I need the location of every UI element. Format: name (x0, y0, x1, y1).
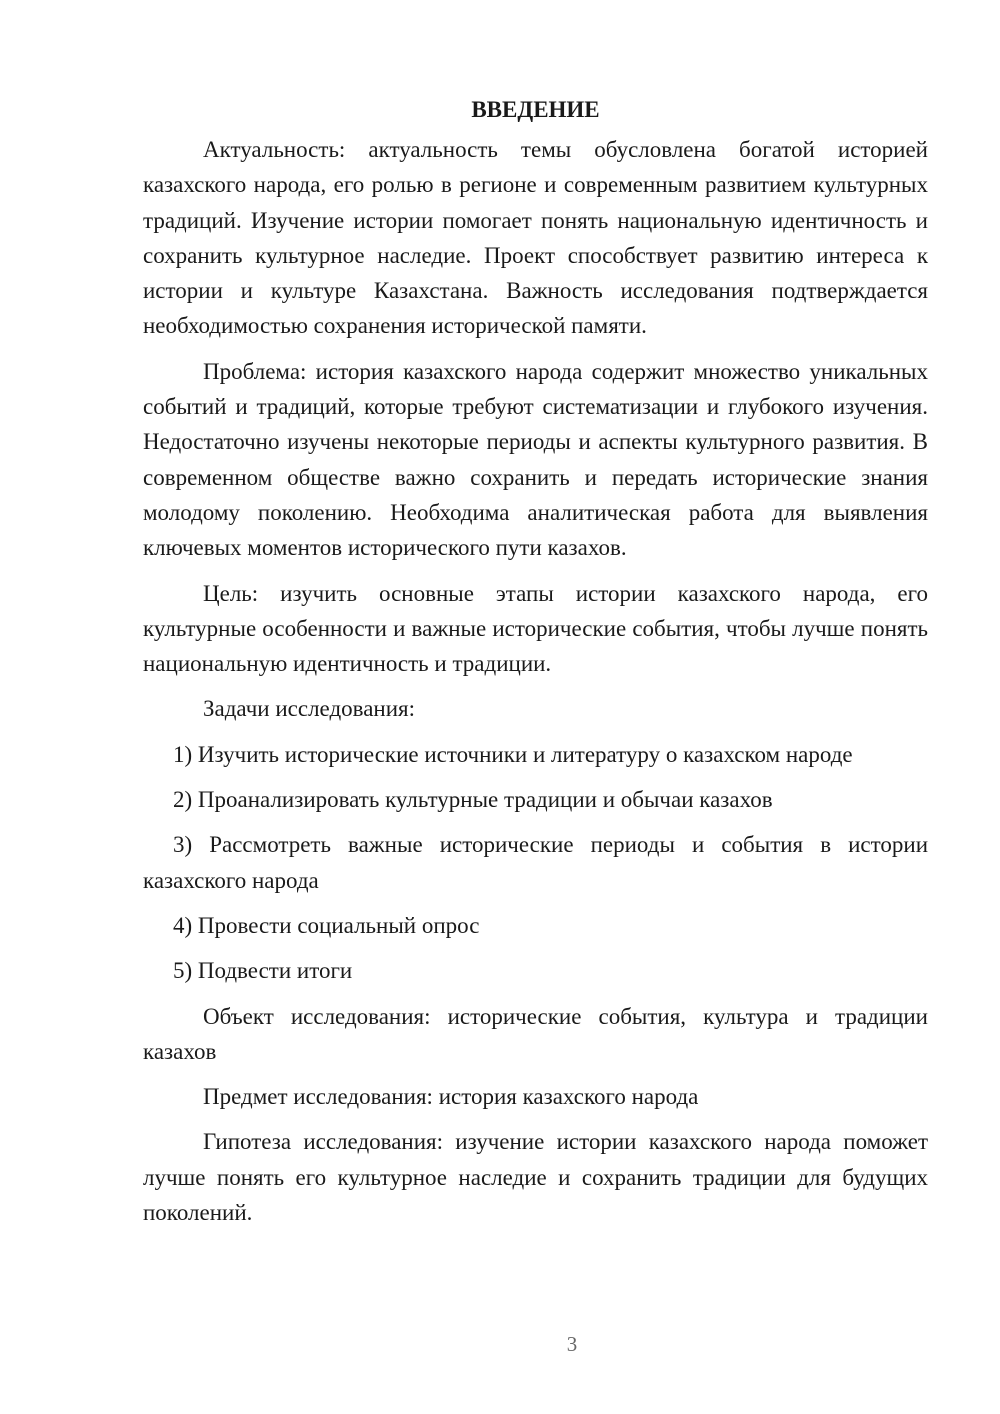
paragraph-subject: Предмет исследования: история казахского народа (203, 1084, 699, 1110)
task-item: 5) Подвести итоги (173, 958, 353, 984)
paragraph-hypothesis: Гипотеза исследования: изучение истории казахского народа поможет лучше понять его культурное наследие и сохранить традиции для будущих поколений. (143, 1129, 928, 1226)
paragraph-goal: Цель: изучить основные этапы истории казахского народа, его культурные особенности и важные исторические события, чтобы лучше понять национальную идентичность и традиции. (143, 580, 928, 677)
paragraph-object: Объект исследования: исторические события, культура и традиции казахов (143, 1003, 928, 1064)
paragraph-relevance: Актуальность: актуальность темы обусловлена богатой историей казахского народа, его ролью в регионе и современным развитием культурных традиций. Изучение истории помогает понять национальную идентичность и сохранить культурное наследие. Проект способствует развитию интереса к истории и культуре Казахстана. Важность исследования подтверждается необходимостью сохранения исторической памяти. (143, 137, 928, 339)
page-number: 3 (566, 1332, 578, 1356)
document-page (143, 92, 928, 1240)
paragraph-problem: Проблема: история казахского народа содержит множество уникальных событий и традиций, которые требуют систематизации и глубокого изучения. Недостаточно изучены некоторые периоды и аспекты культурного развития. В современном обществе важно сохранить и передать исторические знания молодому поколению. Необходима аналитическая работа для выявления ключевых моментов исторического пути казахов. (143, 358, 928, 561)
page-title: ВВЕДЕНИЕ (471, 97, 600, 122)
task-item: 3) Рассмотреть важные исторические периоды и события в истории казахского народа (143, 832, 928, 893)
task-item: 2) Проанализировать культурные традиции и обычаи казахов (173, 787, 773, 813)
task-item: 4) Провести социальный опрос (173, 912, 480, 938)
task-item: 1) Изучить исторические источники и литературу о казахском народе (173, 741, 853, 767)
paragraph-tasks-heading: Задачи исследования: (203, 696, 416, 722)
